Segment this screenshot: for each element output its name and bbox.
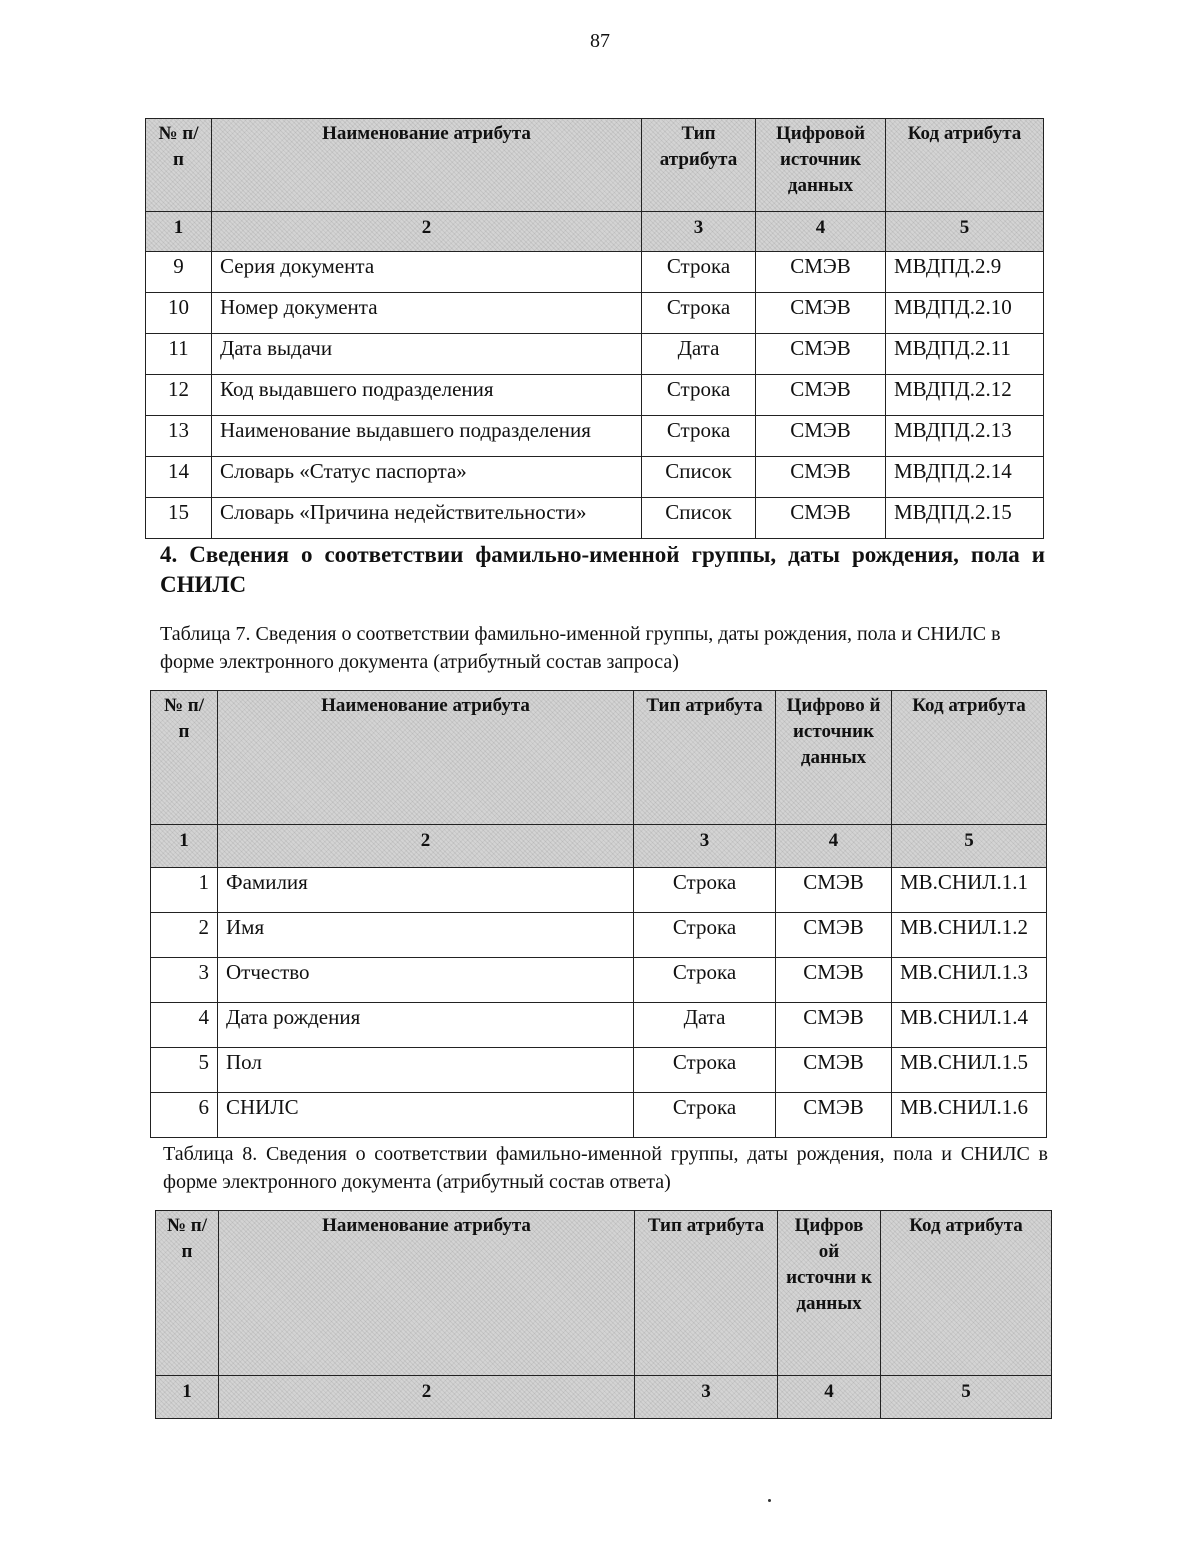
attribute-code: МВ.СНИЛ.1.5: [892, 1048, 1047, 1093]
attribute-name: Дата рождения: [218, 1003, 634, 1048]
attribute-code: МВДПД.2.12: [886, 375, 1044, 416]
attribute-code: МВ.СНИЛ.1.1: [892, 868, 1047, 913]
attribute-type: Список: [642, 457, 756, 498]
data-source: СМЭВ: [756, 457, 886, 498]
row-number: 4: [151, 1003, 218, 1048]
header-name: Наименование атрибута: [218, 691, 634, 825]
attribute-name: Серия документа: [212, 252, 642, 293]
data-source: СМЭВ: [756, 416, 886, 457]
data-source: СМЭВ: [776, 868, 892, 913]
attribute-name: Пол: [218, 1048, 634, 1093]
attribute-code: МВДПД.2.9: [886, 252, 1044, 293]
attribute-name: Номер документа: [212, 293, 642, 334]
header-col-number: 1: [156, 1376, 219, 1419]
attribute-code: МВ.СНИЛ.1.4: [892, 1003, 1047, 1048]
table-row: [146, 334, 1044, 375]
table-row: [146, 293, 1044, 334]
header-col-number: 5: [881, 1376, 1052, 1419]
header-source: Цифров ой источни к данных: [778, 1211, 881, 1376]
header-name: Наименование атрибута: [212, 119, 642, 212]
attribute-name: Код выдавшего подразделения: [212, 375, 642, 416]
attribute-name: Дата выдачи: [212, 334, 642, 375]
table-row: [151, 1093, 1047, 1138]
attribute-code: МВДПД.2.10: [886, 293, 1044, 334]
row-number: 13: [146, 416, 212, 457]
table-row: [146, 375, 1044, 416]
attribute-type: Дата: [642, 334, 756, 375]
attribute-name: Отчество: [218, 958, 634, 1003]
passport-attributes-table: [145, 118, 1044, 539]
header-code: Код атрибута: [881, 1211, 1052, 1376]
attribute-code: МВ.СНИЛ.1.2: [892, 913, 1047, 958]
header-col-number: 3: [635, 1376, 778, 1419]
data-source: СМЭВ: [776, 1093, 892, 1138]
header-type: Тип атрибута: [635, 1211, 778, 1376]
header-name: Наименование атрибута: [219, 1211, 635, 1376]
attribute-name: СНИЛС: [218, 1093, 634, 1138]
data-source: СМЭВ: [756, 293, 886, 334]
attribute-type: Строка: [634, 958, 776, 1003]
data-source: СМЭВ: [776, 1048, 892, 1093]
header-col-number: 5: [886, 212, 1044, 252]
attribute-type: Список: [642, 498, 756, 539]
attribute-code: МВДПД.2.15: [886, 498, 1044, 539]
attribute-name: Словарь «Причина недействительности»: [212, 498, 642, 539]
data-source: СМЭВ: [776, 1003, 892, 1048]
attribute-type: Строка: [634, 913, 776, 958]
table-row: [151, 913, 1047, 958]
row-number: 11: [146, 334, 212, 375]
section-heading: 4. Сведения о соответствии фамильно-именной группы, даты рождения, пола и СНИЛС: [160, 542, 1045, 597]
header-col-number: 4: [778, 1376, 881, 1419]
attribute-name: Наименование выдавшего подразделения: [212, 416, 642, 457]
table-row: [146, 498, 1044, 539]
attribute-type: Строка: [634, 868, 776, 913]
table-row: [146, 416, 1044, 457]
table-row: [151, 958, 1047, 1003]
attribute-type: Строка: [634, 1048, 776, 1093]
header-type: Тип атрибута: [642, 119, 756, 212]
data-source: СМЭВ: [756, 375, 886, 416]
header-col-number: 3: [642, 212, 756, 252]
scan-speck: [768, 1499, 771, 1502]
attribute-type: Дата: [634, 1003, 776, 1048]
header-source: Цифровой источник данных: [756, 119, 886, 212]
table-row: [146, 457, 1044, 498]
row-number: 9: [146, 252, 212, 293]
header-num: № п/п: [156, 1211, 219, 1376]
header-col-number: 2: [212, 212, 642, 252]
attribute-type: Строка: [642, 416, 756, 457]
table-row: [151, 868, 1047, 913]
attribute-code: МВ.СНИЛ.1.3: [892, 958, 1047, 1003]
header-code: Код атрибута: [886, 119, 1044, 212]
attribute-type: Строка: [642, 375, 756, 416]
row-number: 6: [151, 1093, 218, 1138]
header-col-number: 4: [756, 212, 886, 252]
header-col-number: 1: [146, 212, 212, 252]
row-number: 2: [151, 913, 218, 958]
header-col-number: 2: [219, 1376, 635, 1419]
attribute-name: Фамилия: [218, 868, 634, 913]
row-number: 10: [146, 293, 212, 334]
data-source: СМЭВ: [756, 252, 886, 293]
data-source: СМЭВ: [756, 498, 886, 539]
page-number: 87: [590, 30, 610, 52]
header-num: № п/п: [151, 691, 218, 825]
attribute-code: МВДПД.2.14: [886, 457, 1044, 498]
row-number: 1: [151, 868, 218, 913]
header-col-number: 4: [776, 825, 892, 868]
header-col-number: 2: [218, 825, 634, 868]
table-row: [151, 1003, 1047, 1048]
row-number: 14: [146, 457, 212, 498]
header-col-number: 5: [892, 825, 1047, 868]
row-number: 15: [146, 498, 212, 539]
attribute-type: Строка: [634, 1093, 776, 1138]
attribute-name: Имя: [218, 913, 634, 958]
table-row: [151, 1048, 1047, 1093]
attribute-code: МВДПД.2.11: [886, 334, 1044, 375]
attribute-name: Словарь «Статус паспорта»: [212, 457, 642, 498]
row-number: 12: [146, 375, 212, 416]
table-7-caption: Таблица 7. Сведения о соответствии фамильно-именной группы, даты рождения, пола и СНИЛС в форме электронного документа (атрибутный состав запроса): [160, 623, 1001, 673]
header-col-number: 3: [634, 825, 776, 868]
header-source: Цифрово й источник данных: [776, 691, 892, 825]
row-number: 5: [151, 1048, 218, 1093]
snils-response-table: [155, 1210, 1052, 1419]
header-num: № п/п: [146, 119, 212, 212]
header-col-number: 1: [151, 825, 218, 868]
attribute-code: МВ.СНИЛ.1.6: [892, 1093, 1047, 1138]
data-source: СМЭВ: [756, 334, 886, 375]
snils-request-table: [150, 690, 1047, 1138]
data-source: СМЭВ: [776, 913, 892, 958]
attribute-type: Строка: [642, 293, 756, 334]
attribute-code: МВДПД.2.13: [886, 416, 1044, 457]
header-code: Код атрибута: [892, 691, 1047, 825]
row-number: 3: [151, 958, 218, 1003]
data-source: СМЭВ: [776, 958, 892, 1003]
table-row: [146, 252, 1044, 293]
attribute-type: Строка: [642, 252, 756, 293]
header-type: Тип атрибута: [634, 691, 776, 825]
table-8-caption: Таблица 8. Сведения о соответствии фамильно-именной группы, даты рождения, пола и СНИЛС в форме электронного документа (атрибутный состав ответа): [163, 1143, 1048, 1193]
